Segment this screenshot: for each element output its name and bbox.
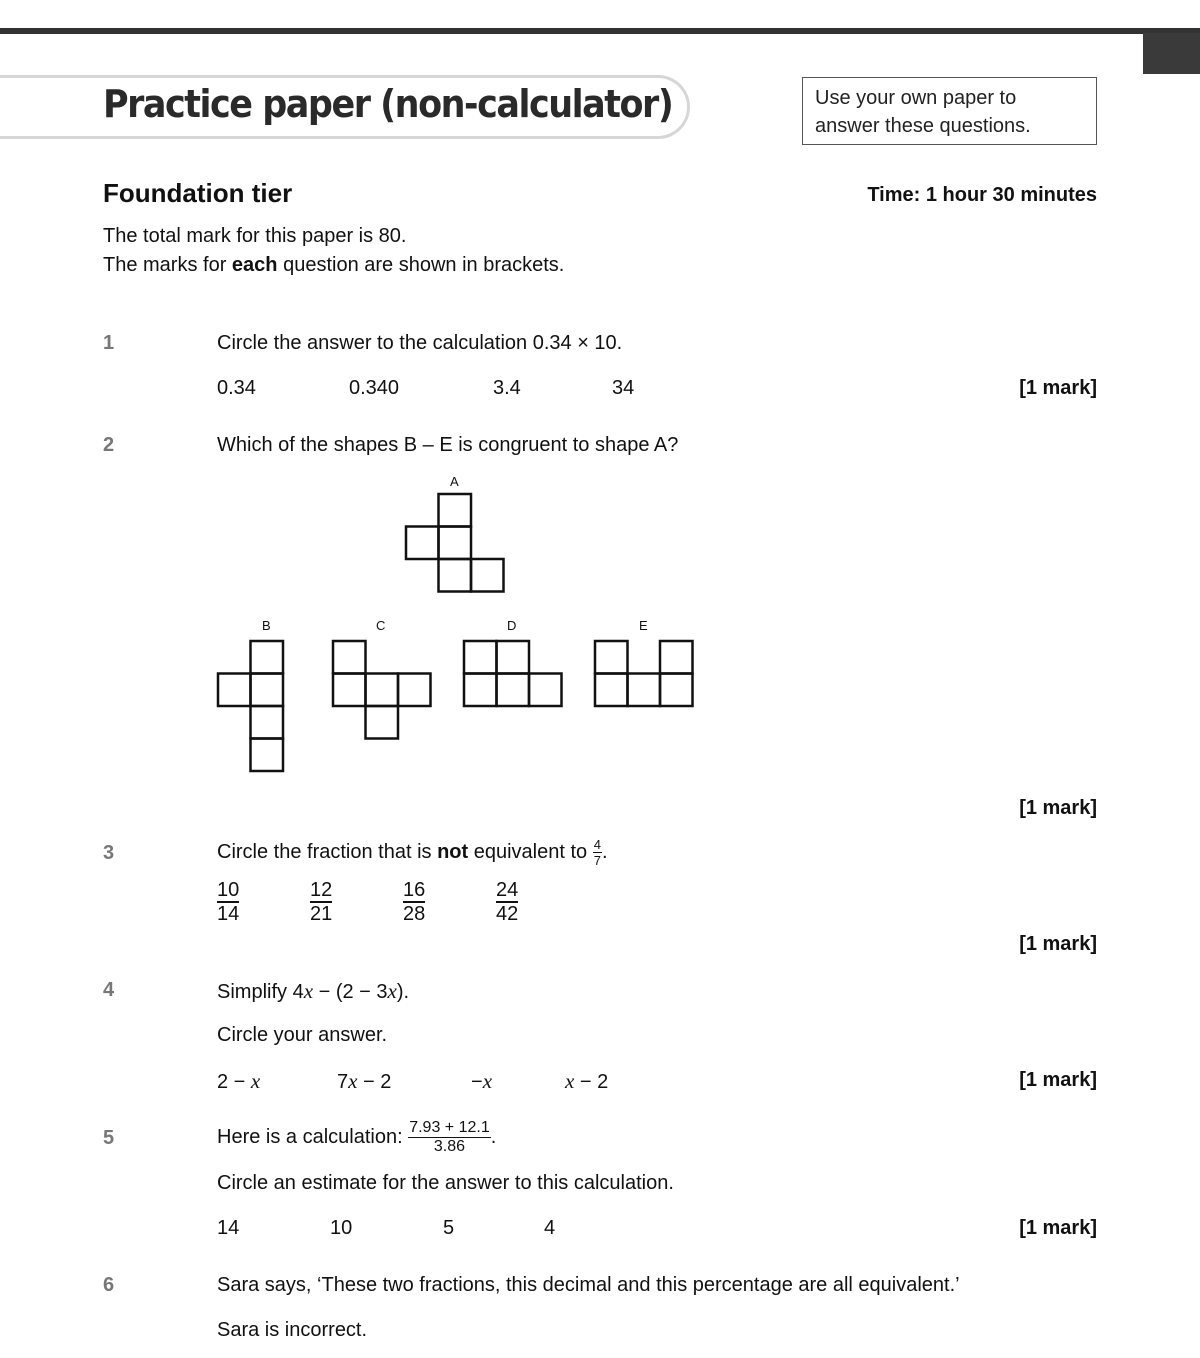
option-text: − — [471, 1071, 483, 1093]
math-variable: x — [482, 1069, 493, 1093]
shape-cell — [398, 674, 431, 707]
fraction-numerator: 12 — [310, 879, 333, 901]
shape-a — [406, 494, 504, 592]
math-variable: x — [565, 1069, 575, 1093]
answer-option[interactable] — [217, 880, 239, 924]
option-text: − 2 — [357, 1071, 392, 1093]
question-text: Sara says, ‘These two fractions, this decimal and this percentage are all equivalent.’ — [217, 1274, 960, 1296]
shape-cell — [595, 641, 628, 674]
shape-cell — [439, 494, 472, 527]
notice-line: Use your own paper to — [815, 87, 1017, 109]
fraction-numerator: 24 — [496, 879, 519, 901]
tier-heading: Foundation tier — [103, 178, 293, 208]
option-text: 2 − — [217, 1071, 251, 1093]
answer-option[interactable]: 34 — [612, 377, 635, 399]
question-instruction: Circle an estimate for the answer to this calculation. — [217, 1172, 674, 1194]
shape-c[interactable] — [333, 641, 431, 739]
math-variable: x — [303, 979, 314, 1003]
shape-cell — [439, 559, 472, 592]
page-title: Practice paper (non-calculator) — [103, 82, 673, 126]
question-text: Circle the fraction that is not equivalent to $\frac{4}{7}$ . — [217, 837, 608, 868]
shape-cell — [218, 674, 251, 707]
option-text: 7 — [337, 1071, 349, 1093]
calculation-fraction — [408, 1120, 491, 1155]
shape-cell — [333, 674, 366, 707]
answer-option[interactable] — [565, 1069, 608, 1094]
shape-cell — [406, 527, 439, 560]
shape-cell — [439, 527, 472, 560]
shape-cell — [251, 706, 284, 739]
shape-label-e: E — [639, 618, 648, 633]
answer-option[interactable] — [496, 880, 518, 924]
shape-cell — [251, 674, 284, 707]
shape-cell — [366, 706, 399, 739]
shape-cell — [464, 674, 497, 707]
shape-cell — [251, 739, 284, 772]
math-variable: x — [250, 1069, 261, 1093]
mark-allocation: [1 mark] — [1019, 377, 1097, 399]
shape-cell — [628, 674, 661, 707]
mark-allocation: [1 mark] — [1019, 933, 1097, 955]
question-text-part: Circle the fraction that is — [217, 840, 438, 863]
option-text: − 2 — [574, 1071, 609, 1093]
shape-d[interactable] — [464, 641, 562, 706]
math-variable: x — [348, 1069, 358, 1093]
fraction-denominator: 21 — [310, 903, 333, 925]
mark-allocation: [1 mark] — [1019, 1069, 1097, 1091]
time-allowed: Time: 1 hour 30 minutes — [867, 184, 1097, 206]
question-number: 2 — [103, 434, 115, 456]
fraction-denominator: 3.86 — [433, 1138, 466, 1155]
intro-text-part: question are shown in brackets. — [277, 254, 565, 276]
question-instruction: Circle your answer. — [217, 1024, 388, 1046]
question-text-part: . — [490, 1125, 497, 1148]
question-number: 4 — [103, 979, 115, 1001]
question-text: Sara is incorrect. — [217, 1319, 368, 1341]
shape-cell — [366, 674, 399, 707]
answer-option[interactable]: 0.340 — [349, 377, 400, 399]
shape-cell — [251, 641, 284, 674]
answer-option[interactable] — [337, 1069, 391, 1094]
answer-option[interactable]: 14 — [217, 1217, 240, 1239]
answer-option[interactable]: 10 — [330, 1217, 353, 1239]
answer-option[interactable] — [217, 1069, 260, 1094]
notice-line: answer these questions. — [815, 115, 1031, 137]
shape-e[interactable] — [595, 641, 693, 706]
question-text-part: − (2 − 3 — [313, 981, 388, 1003]
answer-option[interactable] — [471, 1069, 492, 1094]
intro-emphasis: each — [231, 254, 278, 276]
answer-option[interactable]: 5 — [443, 1217, 455, 1239]
question-text — [217, 979, 409, 1004]
question-text: Circle the answer to the calculation 0.34 × 10. — [217, 332, 623, 354]
answer-option[interactable] — [403, 880, 425, 924]
shape-label-b: B — [262, 618, 271, 633]
fraction-numerator: 7.93 + 12.1 — [409, 1119, 490, 1136]
question-number: 3 — [103, 842, 115, 864]
shape-cell — [464, 641, 497, 674]
mark-allocation: [1 mark] — [1019, 1217, 1097, 1239]
shape-cell — [660, 641, 693, 674]
shape-cell — [471, 559, 504, 592]
question-number: 5 — [103, 1127, 115, 1149]
intro-text-part: The marks for — [103, 254, 232, 276]
fraction-numerator: 16 — [403, 879, 426, 901]
answer-option[interactable]: 0.34 — [217, 377, 256, 399]
shape-cell — [497, 674, 530, 707]
fraction-denominator: 14 — [217, 903, 240, 925]
intro-line: The total mark for this paper is 80. — [103, 225, 407, 247]
question-text-part: Simplify 4 — [217, 981, 304, 1003]
question-emphasis: not — [437, 840, 469, 863]
target-fraction — [593, 838, 602, 867]
shape-label-d: D — [507, 618, 517, 633]
shape-b[interactable] — [218, 641, 283, 771]
shape-cell — [497, 641, 530, 674]
shape-label-a: A — [450, 474, 459, 489]
shape-label-c: C — [376, 618, 386, 633]
fraction-denominator: 28 — [403, 903, 426, 925]
mark-allocation: [1 mark] — [1019, 797, 1097, 819]
question-number: 6 — [103, 1274, 115, 1296]
math-variable: x — [387, 979, 397, 1003]
question-text — [217, 1120, 496, 1155]
shape-cell — [660, 674, 693, 707]
question-text-part: Here is a calculation: — [217, 1125, 409, 1148]
question-text-part: ). — [396, 981, 410, 1003]
question-text-part: equivalent to — [468, 840, 593, 863]
answer-option[interactable]: 3.4 — [493, 377, 521, 399]
shape-cell — [595, 674, 628, 707]
question-text: Which of the shapes B – E is congruent to shape A? — [217, 434, 679, 456]
answer-option[interactable]: 4 — [544, 1217, 556, 1239]
fraction-numerator: 4 — [593, 837, 601, 852]
shape-cell — [333, 641, 366, 674]
shape-cell — [529, 674, 562, 707]
fraction-denominator: 7 — [593, 853, 601, 868]
fraction-numerator: 10 — [217, 879, 240, 901]
fraction-denominator: 42 — [496, 903, 519, 925]
question-number: 1 — [103, 332, 115, 354]
answer-option[interactable] — [310, 880, 332, 924]
